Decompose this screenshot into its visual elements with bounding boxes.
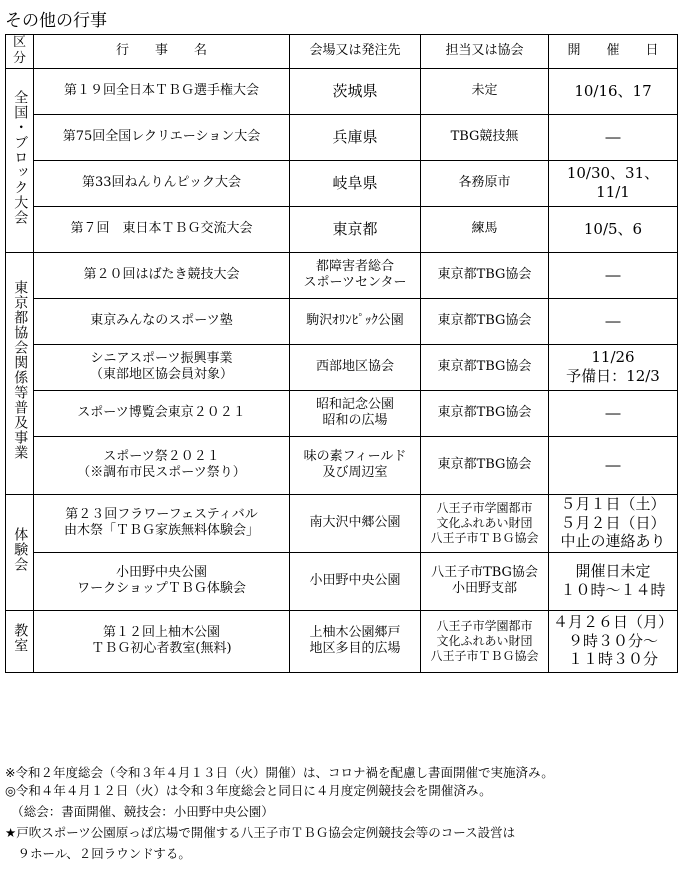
venue-text: スポーツセンター [303, 275, 407, 290]
organizer-cell [421, 68, 549, 114]
table-row [6, 552, 678, 610]
table-row [6, 252, 678, 298]
venue-cell [290, 552, 421, 610]
event-text: 小田野中央公園 [115, 564, 207, 580]
date-text: 開催日未定 [575, 562, 651, 581]
category-cell [6, 494, 34, 610]
table-header-row [6, 35, 678, 69]
table-row [6, 494, 678, 552]
note: ◎令和４年４月１２日（火）は令和３年度総会と同日に４月度定例競技会を開催済み。 [5, 783, 492, 798]
header-organizer: 担当又は協会 [421, 35, 549, 69]
event-cell [34, 390, 290, 436]
table-row [6, 298, 678, 344]
venue-cell [290, 114, 421, 160]
table-row [6, 160, 678, 206]
event-cell [34, 344, 290, 390]
organizer-cell [421, 114, 549, 160]
venue-text: 東京都 [332, 219, 378, 238]
venue-cell [290, 160, 421, 206]
category-label: 教室 [12, 623, 29, 654]
date-cell [549, 298, 678, 344]
venue-cell [290, 494, 421, 552]
organizer-text: TBG競技無 [450, 128, 519, 144]
date-text: １０時～１４時 [560, 581, 666, 599]
date-text: ― [605, 311, 621, 330]
date-cell [549, 390, 678, 436]
event-text: （東部地区協会員対象） [89, 367, 233, 382]
organizer-cell [421, 552, 549, 610]
venue-cell [290, 610, 421, 672]
venue-text: 味の素フィールド [303, 448, 407, 464]
venue-text: 上柚木公園郷戸 [309, 624, 401, 640]
event-cell [34, 114, 290, 160]
venue-text: 兵庫県 [332, 127, 378, 146]
event-text: 第７回 東日本ＴＢＧ交流大会 [70, 220, 253, 236]
event-cell [34, 160, 290, 206]
note: ９ホール、２回ラウンドする。 [5, 846, 191, 861]
date-cell [549, 344, 678, 390]
venue-cell [290, 436, 421, 494]
organizer-text: 東京都TBG協会 [437, 358, 532, 374]
table-row [6, 436, 678, 494]
table-row [6, 68, 678, 114]
organizer-cell [421, 298, 549, 344]
event-cell [34, 436, 290, 494]
venue-text: 駒沢ｵﾘﾝﾋﾟｯｸ公園 [306, 312, 404, 328]
event-cell [34, 552, 290, 610]
venue-text: 岐阜県 [332, 173, 378, 192]
organizer-text: 八王子市ＴＢＧ協会 [430, 648, 539, 663]
organizer-text: 東京都TBG協会 [437, 404, 532, 420]
table-row [6, 390, 678, 436]
organizer-cell [421, 206, 549, 252]
organizer-text: 文化ふれあい財団 [436, 633, 533, 648]
event-text: ワークショップＴＢＧ体験会 [77, 581, 246, 596]
table-row [6, 206, 678, 252]
event-cell [34, 298, 290, 344]
date-text: ― [605, 127, 621, 146]
organizer-text: 東京都TBG協会 [437, 456, 532, 472]
event-text: シニアスポーツ振興事業 [90, 350, 233, 366]
event-cell [34, 252, 290, 298]
category-cell [6, 252, 34, 494]
venue-cell [290, 252, 421, 298]
organizer-cell [421, 436, 549, 494]
date-cell [549, 252, 678, 298]
venue-text: 西部地区協会 [315, 358, 394, 374]
organizer-cell [421, 160, 549, 206]
organizer-text: 八王子市ＴＢＧ協会 [430, 530, 539, 545]
event-text: 東京みんなのスポーツ塾 [90, 312, 233, 328]
event-text: 第２０回はばたき競技大会 [83, 266, 240, 282]
header-event: 行 事 名 [34, 35, 290, 69]
organizer-cell [421, 494, 549, 552]
event-text: 第75回全国レクリエーション大会 [62, 128, 261, 144]
date-text: ５月２日（日） [560, 513, 666, 532]
header-venue: 会場又は発注先 [290, 35, 421, 69]
organizer-text: 文化ふれあい財団 [436, 515, 533, 530]
event-cell [34, 610, 290, 672]
date-cell [549, 68, 678, 114]
date-text: 10/30、31、11/1 [566, 164, 660, 201]
category-cell [6, 610, 34, 672]
header-category: 区分 [6, 35, 34, 69]
organizer-text: 東京都TBG協会 [437, 266, 532, 282]
date-text: 中止の連絡あり [560, 532, 666, 551]
date-cell [549, 436, 678, 494]
event-text: スポーツ博覧会東京２０２１ [77, 404, 246, 420]
date-cell [549, 206, 678, 252]
event-cell [34, 68, 290, 114]
event-text: 第１９回全日本ＴＢＧ選手権大会 [63, 82, 259, 98]
event-text: 第２３回フラワーフェスティバル [65, 506, 258, 522]
venue-text: 及び周辺室 [322, 465, 388, 480]
venue-text: 地区多目的広場 [309, 641, 401, 656]
date-text: ― [605, 455, 621, 474]
organizer-cell [421, 390, 549, 436]
date-cell [549, 552, 678, 610]
date-text: 11/26 [591, 348, 635, 367]
category-label: 体験会 [12, 526, 29, 572]
venue-cell [290, 68, 421, 114]
date-cell [549, 114, 678, 160]
date-text: １１時３０分 [567, 650, 658, 669]
event-cell [34, 494, 290, 552]
organizer-cell [421, 610, 549, 672]
table-row [6, 344, 678, 390]
organizer-cell [421, 252, 549, 298]
page-title: その他の行事 [5, 11, 107, 31]
organizer-text: 八王子市学園都市 [436, 618, 533, 633]
venue-cell [290, 344, 421, 390]
date-text: ― [605, 403, 621, 422]
date-cell [549, 160, 678, 206]
table-body [6, 68, 678, 672]
header-date: 開 催 日 [549, 35, 678, 69]
notes [5, 766, 677, 864]
note: ★戸吹スポーツ公園原っぱ広場で開催する八王子市ＴＢＧ協会定例競技会等のコース設営は [5, 825, 516, 840]
venue-text: 南大沢中郷公園 [309, 514, 401, 530]
category-label: 東京都協会関係等普及事業 [12, 280, 29, 461]
table-row [6, 114, 678, 160]
organizer-cell [421, 344, 549, 390]
event-text: スポーツ祭２０２１ [103, 448, 220, 464]
venue-cell [290, 298, 421, 344]
venue-text: 昭和記念公園 [315, 396, 394, 412]
organizer-text: 八王子市学園都市 [436, 500, 533, 515]
venue-text: 昭和の広場 [322, 413, 388, 428]
event-text: ＴＢＧ初心者教室(無料) [91, 641, 232, 656]
date-text: ４月２６日（月） [552, 612, 673, 631]
organizer-text: 小田野支部 [451, 581, 517, 596]
category-cell [6, 68, 34, 252]
event-text: 第33回ねんりんピック大会 [81, 174, 242, 190]
venue-cell [290, 390, 421, 436]
venue-cell [290, 206, 421, 252]
venue-text: 小田野中央公園 [309, 572, 401, 588]
event-text: 由木祭「ＴＢＧ家族無料体験会」 [63, 523, 259, 538]
event-cell [34, 206, 290, 252]
venue-text: 都障害者総合 [315, 258, 394, 274]
date-text: 予備日：12/3 [566, 367, 660, 385]
date-cell [549, 610, 678, 672]
note: （総会：書面開催、競技会：小田野中央公園） [5, 804, 274, 819]
events-table [5, 34, 678, 673]
venue-text: 茨城県 [332, 81, 378, 100]
date-text: 10/5、6 [583, 219, 643, 238]
note: ※令和２年度総会（令和３年４月１３日（火）開催）は、コロナ禍を配慮し書面開催で実施済み。 [5, 766, 554, 780]
event-text: （※調布市民スポーツ祭り） [77, 465, 246, 480]
date-text: ― [605, 265, 621, 284]
date-text: ５月１日（土） [560, 494, 666, 513]
event-text: 第１２回上柚木公園 [102, 624, 220, 640]
category-label: 全国・ブロック大会 [12, 89, 29, 225]
table-row [6, 610, 678, 672]
organizer-text: 東京都TBG協会 [437, 312, 532, 328]
organizer-text: 各務原市 [458, 174, 511, 190]
date-text: 10/16、17 [574, 81, 652, 100]
date-text: ９時３０分～ [567, 631, 658, 650]
organizer-text: 八王子市TBG協会 [431, 564, 538, 580]
organizer-text: 練馬 [471, 220, 498, 236]
date-cell [549, 494, 678, 552]
organizer-text: 未定 [471, 82, 498, 98]
